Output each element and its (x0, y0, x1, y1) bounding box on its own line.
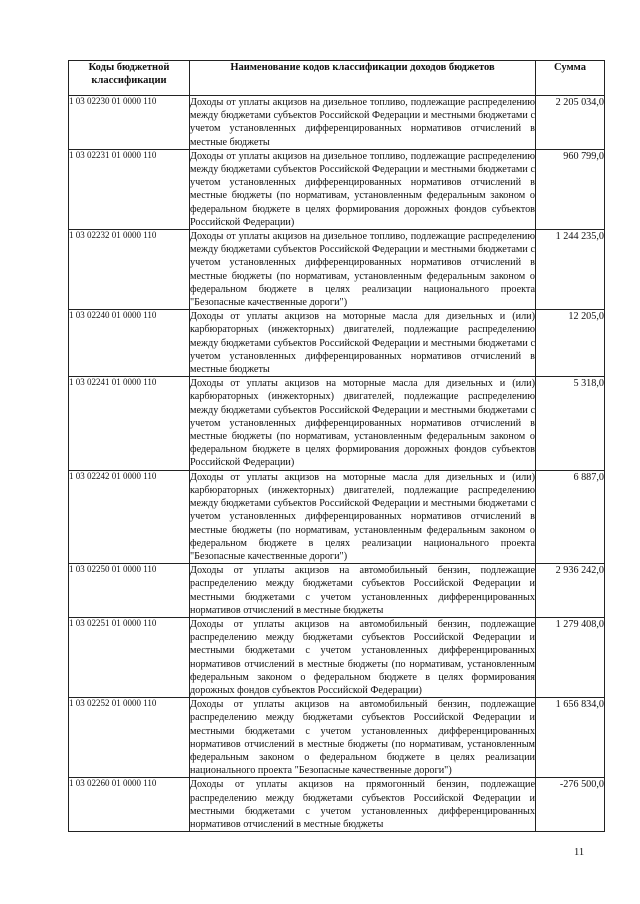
row-sum: 12 205,0 (536, 310, 605, 377)
row-name: Доходы от уплаты акцизов на моторные масла для дизельных и (или) карбюраторных (инжекторных) двигателей, подлежащие распределению между бюджетами субъектов Российской Федерации и местными бюджетами с учетом установленных дифференцированных нормативов отчислений в местные бюджеты (190, 311, 535, 376)
row-code: 1 03 02252 01 0000 110 (69, 698, 190, 778)
table-row (69, 96, 605, 150)
table-row (69, 470, 605, 563)
row-sum: 1 656 834,0 (536, 698, 605, 778)
row-code: 1 03 02260 01 0000 110 (69, 778, 190, 832)
table-row (69, 564, 605, 618)
document-page (68, 60, 604, 832)
row-sum: 6 887,0 (536, 470, 605, 563)
row-name: Доходы от уплаты акцизов на автомобильный бензин, подлежащие распределению между бюджетами субъектов Российской Федерации и местными бюджетами с учетом установленных дифференцированных нормативов отчислений в местные бюджеты (по нормативам, установленным федеральным законом о федеральном бюджете в целях реализации национального проекта "Безопасные качественные дороги") (190, 699, 535, 777)
row-code: 1 03 02242 01 0000 110 (69, 470, 190, 563)
row-sum: -276 500,0 (536, 778, 605, 832)
row-sum: 1 244 235,0 (536, 230, 605, 310)
table-header-row (69, 61, 605, 96)
row-code: 1 03 02251 01 0000 110 (69, 617, 190, 697)
table-row (69, 149, 605, 229)
table-row (69, 698, 605, 778)
row-code: 1 03 02232 01 0000 110 (69, 230, 190, 310)
row-name: Доходы от уплаты акцизов на моторные масла для дизельных и (или) карбюраторных (инжекторных) двигателей, подлежащие распределению между бюджетами субъектов Российской Федерации и местными бюджетами с учетом установленных дифференцированных нормативов отчислений в местные бюджеты (по нормативам, установленным федеральным законом о федеральном бюджете в целях реализации национального проекта "Безопасные качественные дороги") (190, 471, 535, 562)
table-row (69, 230, 605, 310)
row-sum: 2 205 034,0 (536, 96, 605, 150)
header-codes: Коды бюджетной классификации (69, 61, 190, 96)
row-code: 1 03 02230 01 0000 110 (69, 96, 190, 150)
row-sum: 2 936 242,0 (536, 564, 605, 618)
row-code: 1 03 02250 01 0000 110 (69, 564, 190, 618)
row-sum: 960 799,0 (536, 149, 605, 229)
table-row (69, 310, 605, 377)
row-name: Доходы от уплаты акцизов на дизельное топливо, подлежащие распределению между бюджетами субъектов Российской Федерации и местными бюджетами с учетом установленных дифференцированных нормативов отчислений в местные бюджеты (по нормативам, установленным федеральным законом о федеральном бюджете в целях реализации национального проекта "Безопасные качественные дороги") (190, 231, 535, 309)
table-row (69, 778, 605, 832)
row-code: 1 03 02231 01 0000 110 (69, 149, 190, 229)
header-names: Наименование кодов классификации доходов бюджетов (190, 61, 536, 96)
row-code: 1 03 02241 01 0000 110 (69, 377, 190, 470)
table-row (69, 377, 605, 470)
row-name: Доходы от уплаты акцизов на автомобильный бензин, подлежащие распределению между бюджетами субъектов Российской Федерации и местными бюджетами с учетом установленных дифференцированных нормативов отчислений в местные бюджеты (по нормативам, установленным федеральным законом о федеральном бюджете в целях формирования дорожных фондов субъектов Российской Федерации) (190, 618, 535, 696)
row-code: 1 03 02240 01 0000 110 (69, 310, 190, 377)
row-sum: 5 318,0 (536, 377, 605, 470)
row-name: Доходы от уплаты акцизов на дизельное топливо, подлежащие распределению между бюджетами субъектов Российской Федерации и местными бюджетами с учетом установленных дифференцированных нормативов отчислений в местные бюджеты (190, 97, 535, 148)
row-name: Доходы от уплаты акцизов на прямогонный бензин, подлежащие распределению между бюджетами субъектов Российской Федерации и местными бюджетами с учетом установленных дифференцированных нормативов отчислений в местные бюджеты (190, 779, 535, 830)
header-sum: Сумма (536, 61, 605, 96)
page-number: 11 (574, 847, 585, 858)
row-name: Доходы от уплаты акцизов на дизельное топливо, подлежащие распределению между бюджетами субъектов Российской Федерации и местными бюджетами с учетом установленных дифференцированных нормативов отчислений в местные бюджеты (по нормативам, установленным федеральным законом о федеральном бюджете в целях формирования дорожных фондов субъектов Российской Федерации) (190, 150, 535, 228)
budget-revenue-table (68, 60, 605, 832)
row-sum: 1 279 408,0 (536, 617, 605, 697)
row-name: Доходы от уплаты акцизов на моторные масла для дизельных и (или) карбюраторных (инжекторных) двигателей, подлежащие распределению между бюджетами субъектов Российской Федерации и местными бюджетами с учетом установленных дифференцированных нормативов отчислений в местные бюджеты (по нормативам, установленным федеральным законом о федеральном бюджете в целях формирования дорожных фондов субъектов Российской Федерации) (190, 378, 535, 469)
row-name: Доходы от уплаты акцизов на автомобильный бензин, подлежащие распределению между бюджетами субъектов Российской Федерации и местными бюджетами с учетом установленных дифференцированных нормативов отчислений в местные бюджеты (190, 565, 535, 616)
table-row (69, 617, 605, 697)
